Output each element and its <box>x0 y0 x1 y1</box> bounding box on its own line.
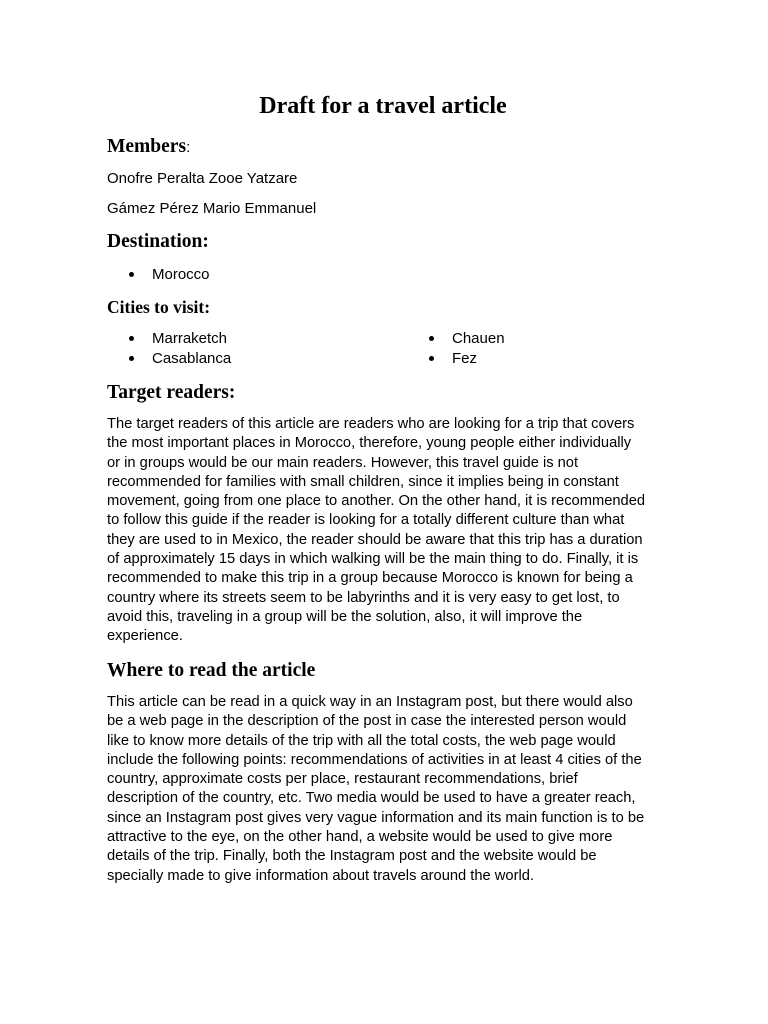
paragraph-line: include the following points: recommendations of activities in at least 4 cities of the <box>107 751 642 768</box>
document-title: Draft for a travel article <box>259 93 507 119</box>
paragraph-line: description of the country, etc. Two media would be used to have a greater reach, <box>107 790 636 807</box>
paragraph-line: recommended for families with small children, since it implies being in constant <box>107 473 619 490</box>
bullet-icon <box>129 272 134 277</box>
members-heading-text: Members <box>107 136 187 157</box>
members-heading <box>107 135 190 160</box>
paragraph-line: experience. <box>107 628 183 645</box>
paragraph-line: country, approximate costs per place, restaurant recommendations, brief <box>107 771 578 788</box>
member-name-2: Gámez Pérez Mario Emmanuel <box>107 200 317 217</box>
city-list-item <box>152 349 231 369</box>
bullet-icon <box>129 336 134 341</box>
city-label: Chauen <box>452 330 505 347</box>
target-readers-heading: Target readers: <box>107 382 236 403</box>
paragraph-line: This article can be read in a quick way in an Instagram post, but there would also <box>107 694 633 710</box>
paragraph-line: they are used to in Mexico, the reader should be aware that this trip has a duration <box>107 531 643 548</box>
city-label: Marraketch <box>152 330 228 347</box>
target-readers-paragraph <box>107 415 663 647</box>
where-to-read-heading: Where to read the article <box>107 660 316 681</box>
paragraph-line: attractive to the eye, on the other hand, a website would be used to give more <box>107 829 613 846</box>
bullet-icon <box>129 356 134 361</box>
paragraph-line: like to know more details of the trip with all the total costs, the web page would <box>107 732 616 749</box>
paragraph-line: details of the trip. Finally, both the Instagram post and the website would be <box>107 848 597 865</box>
members-heading-colon: : <box>186 139 191 156</box>
paragraph-line: or in groups would be our main readers. However, this travel guide is not <box>107 454 579 471</box>
where-to-read-paragraph <box>107 693 663 886</box>
city-list-item <box>152 329 227 349</box>
paragraph-line: be a web page in the description of the post in case the interested person would <box>107 713 627 730</box>
paragraph-line: since an Instagram post gives very vague information and its main function is to be <box>107 809 645 826</box>
paragraph-line: The target readers of this article are readers who are looking for a trip that covers <box>107 416 635 432</box>
destination-heading: Destination: <box>107 231 209 252</box>
paragraph-line: the most important places in Morocco, therefore, young people either individually <box>107 435 632 452</box>
city-label: Casablanca <box>152 350 232 367</box>
city-list-item <box>452 349 477 369</box>
paragraph-line: country where its streets seem to be labyrinths and it is very easy to get lost, to <box>107 589 620 606</box>
city-label: Fez <box>452 350 478 367</box>
cities-heading: Cities to visit: <box>107 297 211 317</box>
bullet-icon <box>429 336 434 341</box>
paragraph-line: of approximately 15 days in which walking will be the main thing to do. Finally, it is <box>107 551 639 568</box>
paragraph-line: movement, going from one place to another. On the other hand, it is recommended <box>107 493 646 510</box>
paragraph-line: recommended to make this trip in a group because Morocco is known for being a <box>107 570 633 587</box>
bullet-icon <box>429 356 434 361</box>
city-list-item <box>452 329 505 349</box>
paragraph-line: specially made to give information about travels around the world. <box>107 867 534 884</box>
paragraph-line: to follow this guide if the reader is looking for a totally different culture than what <box>107 512 625 529</box>
destination-list-item <box>152 265 210 285</box>
destination-label: Morocco <box>152 266 210 283</box>
member-name-1: Onofre Peralta Zooe Yatzare <box>107 170 298 187</box>
paragraph-line: avoid this, traveling in a group will be the solution, also, it will improve the <box>107 608 583 625</box>
